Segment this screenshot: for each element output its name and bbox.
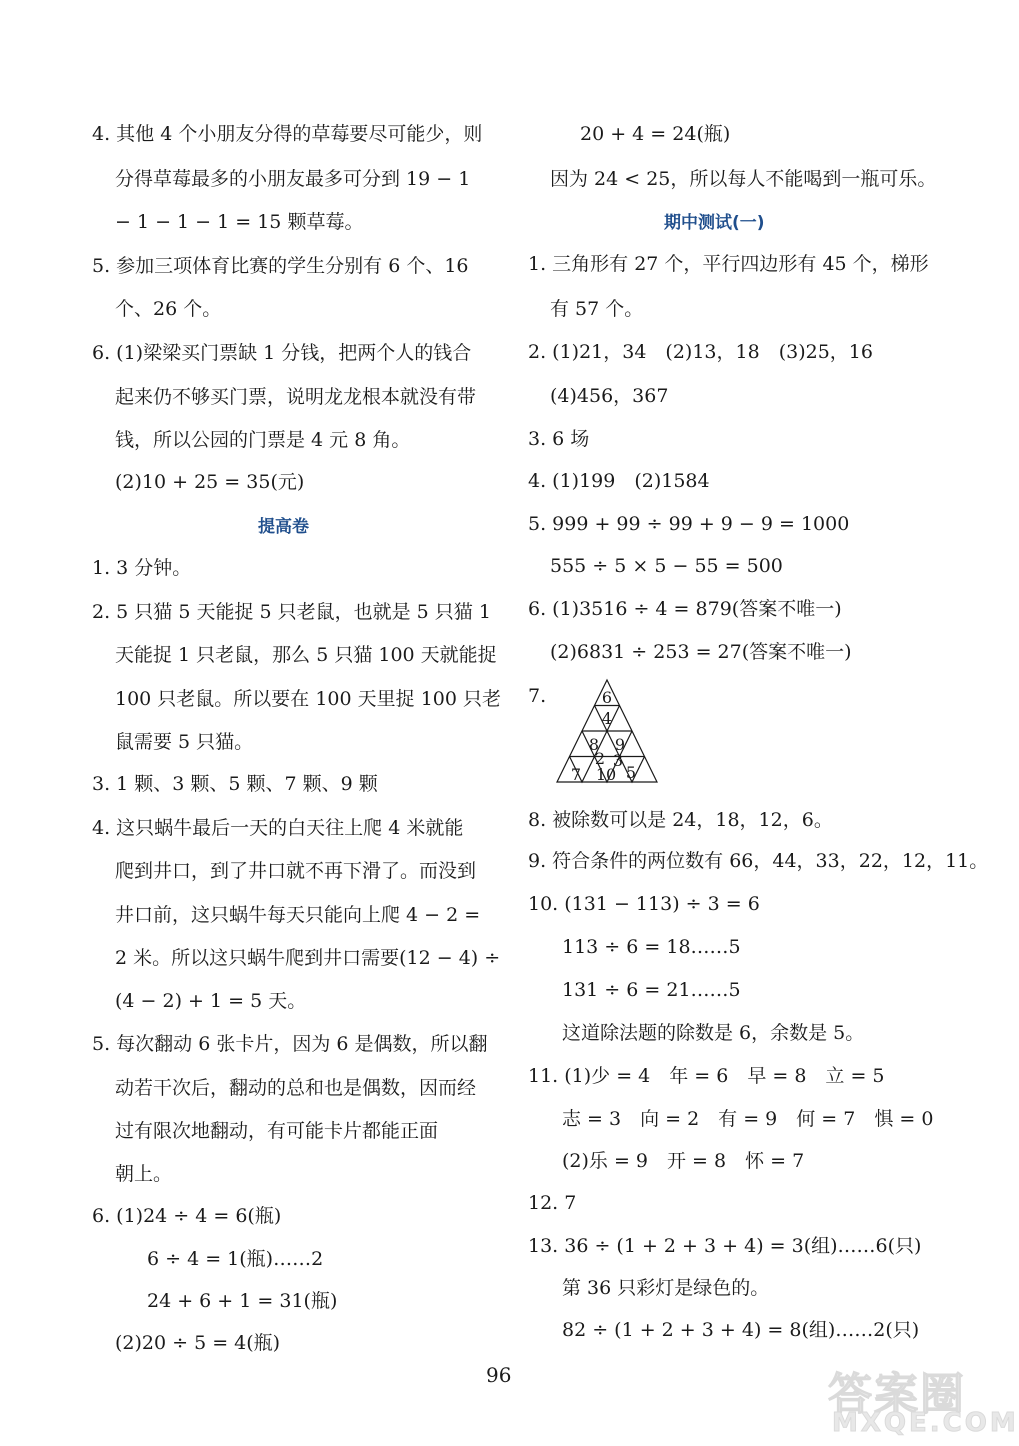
right-col-line: 13. 36 ÷ (1 + 2 + 3 + 4) = 3(组)……6(只): [528, 1235, 922, 1257]
triangle-cell-l2: 8: [588, 735, 600, 754]
left-col-line: 4. 其他 4 个小朋友分得的草莓要尽可能少，则: [92, 123, 483, 145]
left-col-line: (2)20 ÷ 5 = 4(瓶): [115, 1332, 281, 1354]
right-col-line: 82 ÷ (1 + 2 + 3 + 4) = 8(组)……2(只): [562, 1319, 920, 1341]
triangle-cell-r2: 9: [614, 735, 626, 754]
left-col-line: 5. 每次翻动 6 张卡片，因为 6 是偶数，所以翻: [92, 1033, 488, 1055]
left-col-line: 钱，所以公园的门票是 4 元 8 角。: [115, 429, 411, 451]
left-col-line: 井口前，这只蜗牛每天只能向上爬 4 − 2 =: [115, 904, 481, 926]
section-heading-qizhong: 期中测试(一): [664, 213, 765, 233]
right-col-line: 5. 999 + 99 ÷ 99 + 9 − 9 = 1000: [528, 513, 850, 535]
watermark-url: MXQE.COM: [832, 1408, 1019, 1438]
right-col-line: (2)乐 = 9 开 = 8 怀 = 7: [562, 1150, 805, 1172]
triangle-cell-a: 2: [594, 749, 606, 768]
left-col-line: 5. 参加三项体育比赛的学生分别有 6 个、16: [92, 255, 469, 277]
page-number: 96: [486, 1363, 512, 1387]
left-col-line: 4. 这只蜗牛最后一天的白天往上爬 4 米就能: [92, 817, 464, 839]
right-col-line: (4)456，367: [550, 385, 669, 407]
right-col-line: 10. (131 − 113) ÷ 3 = 6: [528, 893, 760, 915]
right-col-line: 3. 6 场: [528, 428, 590, 450]
left-col-line: 个、26 个。: [115, 298, 222, 320]
right-col-line: 131 ÷ 6 = 21……5: [562, 979, 741, 1001]
left-col-line: 2. 5 只猫 5 天能捉 5 只老鼠，也就是 5 只猫 1: [92, 601, 491, 623]
left-col-line: 2 米。所以这只蜗牛爬到井口需要(12 − 4) ÷: [115, 947, 501, 969]
left-col-line: (2)10 + 25 = 35(元): [115, 471, 305, 493]
right-col-line: 20 + 4 = 24(瓶): [580, 123, 731, 145]
right-col-line: 这道除法题的除数是 6，余数是 5。: [562, 1022, 865, 1044]
right-col-line: 11. (1)少 = 4 年 = 6 早 = 8 立 = 5: [528, 1065, 885, 1087]
left-col-line: − 1 − 1 − 1 = 15 颗草莓。: [115, 211, 364, 233]
left-col-line: 6. (1)梁梁买门票缺 1 分钱，把两个人的钱合: [92, 342, 472, 364]
left-col-line: 鼠需要 5 只猫。: [115, 731, 254, 753]
left-col-line: 3. 1 颗、3 颗、5 颗、7 颗、9 颗: [92, 773, 378, 795]
left-col-line: 1. 3 分钟。: [92, 557, 192, 579]
left-col-line: 朝上。: [115, 1163, 173, 1185]
triangle-cell-c: 7: [570, 765, 582, 784]
right-col-line: 因为 24 < 25，所以每人不能喝到一瓶可乐。: [550, 168, 937, 190]
triangle-cell-top: 6: [601, 688, 613, 707]
left-col-line: 爬到井口，到了井口就不再下滑了。而没到: [115, 860, 477, 882]
right-col-line: 有 57 个。: [550, 298, 644, 320]
section-heading-tigaojuan: 提高卷: [258, 517, 309, 537]
left-col-line: 6 ÷ 4 = 1(瓶)……2: [147, 1248, 324, 1270]
right-col-line: 8. 被除数可以是 24，18，12，6。: [528, 809, 833, 831]
right-col-line: (2)6831 ÷ 253 = 27(答案不唯一): [550, 641, 852, 663]
right-col-line: 12. 7: [528, 1192, 577, 1214]
triangle-cell-d: 10: [595, 765, 617, 784]
left-col-line: 动若干次后，翻动的总和也是偶数，因而经: [115, 1077, 477, 1099]
left-col-line: 过有限次地翻动，有可能卡片都能正面: [115, 1120, 439, 1142]
left-col-line: (4 − 2) + 1 = 5 天。: [115, 990, 307, 1012]
right-col-line: 113 ÷ 6 = 18……5: [562, 936, 741, 958]
right-col-line: 4. (1)199 (2)1584: [528, 470, 710, 492]
right-col-line: 第 36 只彩灯是绿色的。: [562, 1277, 770, 1299]
left-col-line: 起来仍不够买门票，说明龙龙根本就没有带: [115, 386, 477, 408]
right-col-line: 1. 三角形有 27 个，平行四边形有 45 个，梯形: [528, 253, 929, 275]
watermark-title: 答案圈: [828, 1369, 966, 1420]
watermark-logo: [828, 1358, 1019, 1438]
left-col-line: 天能捉 1 只老鼠，那么 5 只猫 100 天就能捉: [115, 644, 497, 666]
left-col-line: 6. (1)24 ÷ 4 = 6(瓶): [92, 1205, 282, 1227]
right-col-line: 9. 符合条件的两位数有 66，44，33，22，12，11。: [528, 850, 989, 872]
triangle-cell-e: 5: [625, 763, 637, 782]
triangle-cell-mid: 4: [601, 709, 613, 728]
right-col-line: 2. (1)21，34 (2)13，18 (3)25，16: [528, 341, 873, 363]
left-col-line: 24 + 6 + 1 = 31(瓶): [147, 1290, 338, 1312]
left-col-line: 100 只老鼠。所以要在 100 天里捉 100 只老: [115, 688, 501, 710]
left-col-line: 分得草莓最多的小朋友最多可分到 19 − 1: [115, 168, 471, 190]
triangle-cell-b: 3: [612, 751, 624, 770]
right-col-line: 志 = 3 向 = 2 有 = 9 何 = 7 惧 = 0: [562, 1108, 934, 1130]
triangle-number-figure: [556, 678, 658, 784]
right-col-line: 555 ÷ 5 × 5 − 55 = 500: [550, 555, 783, 577]
right-col-line: 6. (1)3516 ÷ 4 = 879(答案不唯一): [528, 598, 842, 620]
right-col-line: 7.: [528, 685, 547, 707]
